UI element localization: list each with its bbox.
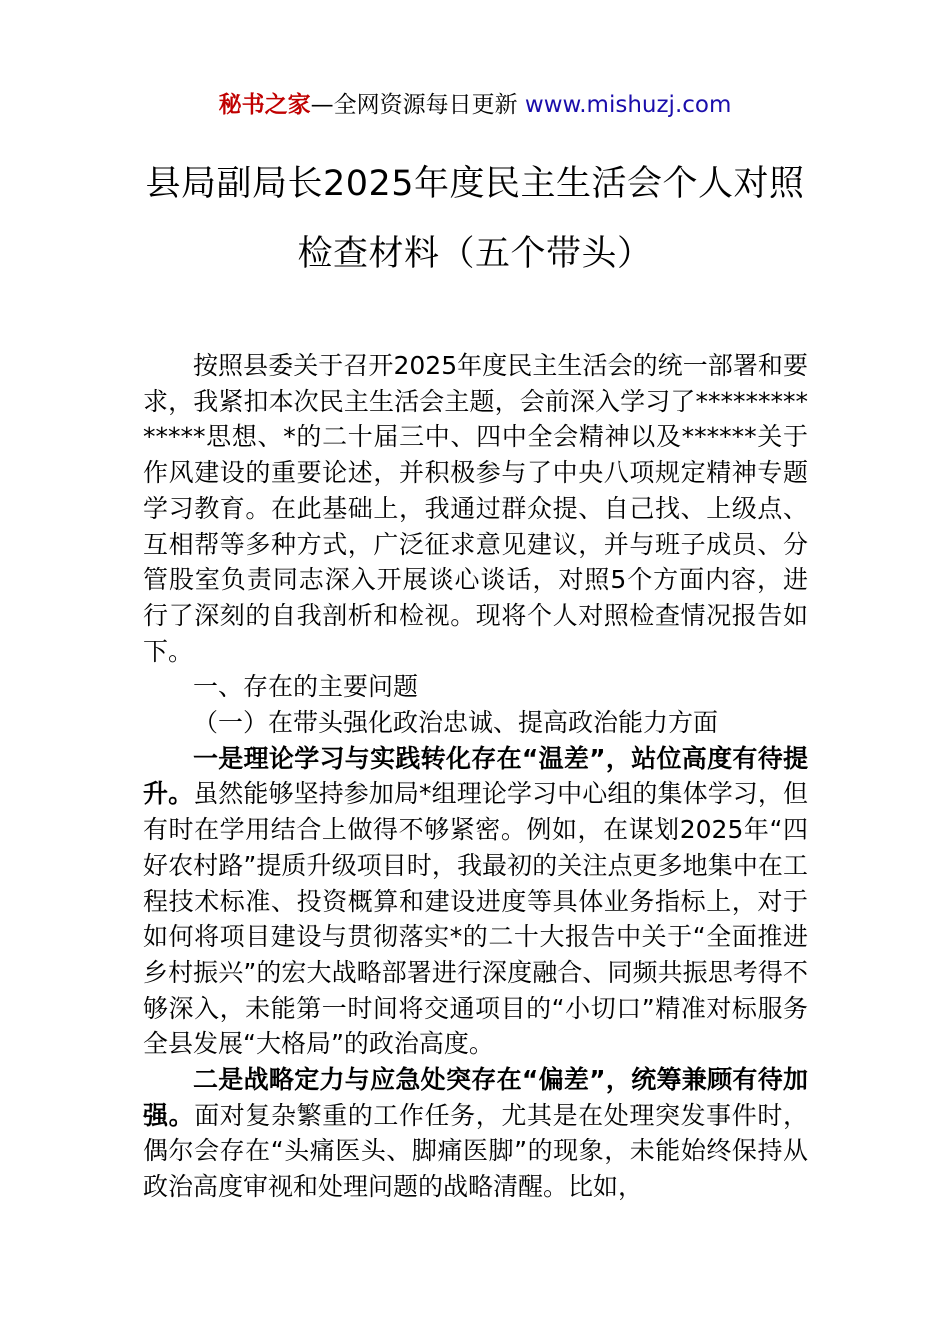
site-header [0, 88, 950, 122]
point-2-text: 面对复杂繁重的工作任务，尤其是在处理突发事件时，偶尔会存在“头痛医头、脚痛医脚”的现象，未能始终保持从政治高度审视和处理问题的战略清醒。比如， [143, 1100, 808, 1202]
site-tagline: —全网资源每日更新 [310, 92, 518, 118]
point-paragraph-1 [143, 741, 808, 1062]
document-title-line-2: 检查材料（五个带头） [297, 234, 653, 274]
point-paragraph-2 [143, 1062, 808, 1205]
subsection-heading: （一）在带头强化政治忠诚、提高政治能力方面 [193, 708, 719, 738]
document-body [143, 348, 808, 1205]
point-2-lead: 二是战略定力与应急处突存在“偏差”，统筹兼顾有待加强。 [143, 1065, 808, 1130]
intro-paragraph: 按照县委关于召开2025年度民主生活会的统一部署和要求，我紧扣本次民主生活会主题，会前深入学习了**************思想、*的二十届三中、四中全会精神以及******关于作风建设的重要论述，并积极参与了中央八项规定精神专题学习教育。在此基础上，我通过群众提、自己找、上级点、互相帮等多种方式，广泛征求意见建议，并与班子成员、分管股室负责同志深入开展谈心谈话，对照5个方面内容，进行了深刻的自我剖析和检视。现将个人对照检查情况报告如下。 [143, 351, 808, 666]
site-brand: 秘书之家 [218, 92, 311, 118]
site-url-link[interactable]: www.mishuzj.com [524, 92, 732, 118]
document-title-line-1: 县局副局长2025年度民主生活会个人对照 [145, 164, 805, 204]
point-1-text: 虽然能够坚持参加局*组理论学习中心组的集体学习，但有时在学用结合上做得不够紧密。例如，在谋划2025年“四好农村路”提质升级项目时，我最初的关注点更多地集中在工程技术标准、投资概算和建设进度等具体业务指标上，对于如何将项目建设与贯彻落实*的二十大报告中关于“全面推进乡村振兴”的宏大战略部署进行深度融合、同频共振思考得不够深入，未能第一时间将交通项目的“小切口”精准对标服务全县发展“大格局”的政治高度。 [143, 779, 808, 1059]
section-heading: 一、存在的主要问题 [193, 672, 419, 702]
point-1-lead: 一是理论学习与实践转化存在“温差”，站位高度有待提升。 [143, 743, 808, 809]
